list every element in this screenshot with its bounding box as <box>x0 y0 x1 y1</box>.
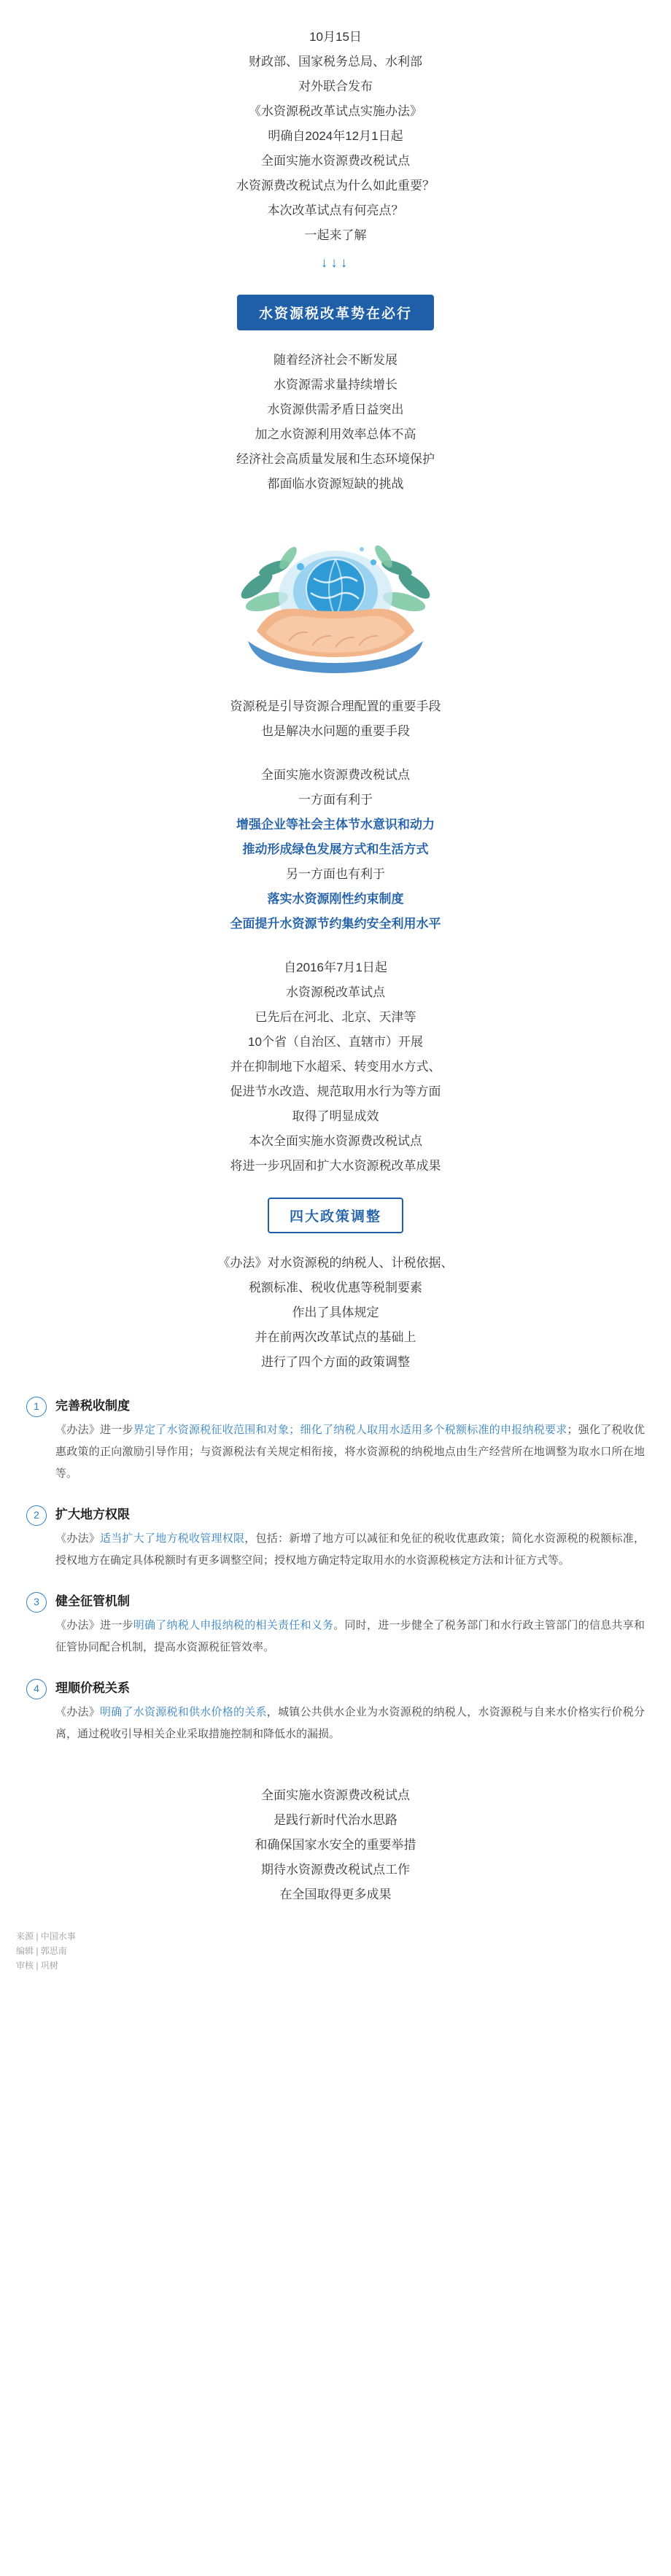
section-header-2 <box>0 1198 671 1233</box>
down-arrows-icon: ↓↓↓ <box>320 255 351 271</box>
section-title-2: 四大政策调整 <box>268 1198 403 1233</box>
closing-line: 全面实施水资源费改税试点 <box>261 1788 410 1802</box>
section1-line: 随着经济社会不断发展 <box>274 353 397 367</box>
benefit-line-emphasis: 全面提升水资源节约集约安全利用水平 <box>230 917 441 931</box>
section1-after-block <box>0 694 671 744</box>
section2-lead-block <box>0 1251 671 1375</box>
policy-title: 健全征管机制 <box>55 1594 130 1608</box>
lead-line: 并在前两次改革试点的基础上 <box>255 1330 416 1344</box>
policy-body <box>55 1677 645 1745</box>
history-line: 促进节水改造、规范取用水行为等方面 <box>230 1085 441 1098</box>
policy-item <box>26 1504 645 1572</box>
history-line: 已先后在河北、北京、天津等 <box>255 1010 416 1024</box>
benefit-line-emphasis: 增强企业等社会主体节水意识和动力 <box>236 818 435 831</box>
section1-after-line: 也是解决水问题的重要手段 <box>261 724 410 738</box>
policy-title: 完善税收制度 <box>55 1399 130 1413</box>
policy-body <box>55 1395 645 1485</box>
intro-line: 明确自2024年12月1日起 <box>268 129 403 143</box>
lead-line: 进行了四个方面的政策调整 <box>261 1355 410 1369</box>
policy-item <box>26 1395 645 1485</box>
policy-item <box>26 1677 645 1745</box>
closing-line: 和确保国家水安全的重要举措 <box>255 1838 416 1852</box>
closing-block <box>0 1783 671 1907</box>
policy-text <box>55 1419 645 1485</box>
policy-seg: 《办法》进一步 <box>55 1424 133 1436</box>
policy-body <box>55 1591 645 1659</box>
closing-line: 是践行新时代治水思路 <box>274 1813 397 1827</box>
history-line: 10个省（自治区、直辖市）开展 <box>248 1035 423 1049</box>
lead-line: 《办法》对水资源税的纳税人、计税依据、 <box>217 1256 454 1270</box>
policy-seg: 《办法》 <box>55 1532 100 1545</box>
policy-seg: ，城镇公共供水企业为水资源税的纳税人，水资源税与自来水价格实行价税分离，通过税收引导相关企业采取措施控制和降低水的漏损。 <box>55 1706 645 1740</box>
history-line: 并在抑制地下水超采、转变用水方式、 <box>230 1060 441 1074</box>
policy-list <box>0 1388 671 1745</box>
intro-line: 本次改革试点有何亮点？ <box>267 203 404 217</box>
section1-line: 经济社会高质量发展和生态环境保护 <box>236 452 435 466</box>
closing-line: 在全国取得更多成果 <box>279 1888 392 1901</box>
closing-line: 期待水资源费改税试点工作 <box>261 1863 410 1877</box>
intro-line: 10月15日 <box>309 30 362 44</box>
policy-text <box>55 1528 645 1572</box>
policy-text <box>55 1615 645 1659</box>
footer-reviewer: 审核 | 巩树 <box>16 1960 58 1971</box>
article-footer <box>0 1907 671 1980</box>
policy-seg: ，包括：新增了地方可以减征和免征的税收优惠政策；简化水资源税的税额标准，授权地方在确定具体税额时有更多调整空间；授权地方确定特定取用水的水资源税核定方法和计征方式等。 <box>55 1532 645 1567</box>
policy-seg-highlight: 明确了纳税人申报纳税的相关责任和义务 <box>133 1619 334 1632</box>
benefit-line-emphasis: 落实水资源刚性约束制度 <box>267 892 404 906</box>
section1-line: 水资源需求量持续增长 <box>274 378 397 392</box>
policy-title: 扩大地方权限 <box>55 1508 130 1521</box>
section1-line: 都面临水资源短缺的挑战 <box>267 477 404 491</box>
benefit-line: 全面实施水资源费改税试点 <box>261 768 410 782</box>
policy-seg: 。同时，进一步健全了税务部门和水行政主管部门的信息共享和征管协同配合机制，提高水资源税征管效率。 <box>55 1619 645 1653</box>
section1-line: 水资源供需矛盾日益突出 <box>267 403 404 416</box>
section-title-1: 水资源税改革势在必行 <box>237 295 434 330</box>
policy-seg: 《办法》进一步 <box>55 1619 133 1632</box>
section1-history-block <box>0 955 671 1179</box>
benefit-line-emphasis: 推动形成绿色发展方式和生活方式 <box>242 842 429 856</box>
history-line: 将进一步巩固和扩大水资源税改革成果 <box>230 1159 441 1173</box>
illustration-wrap <box>0 516 671 680</box>
section-header-1 <box>0 295 671 330</box>
benefit-line: 一方面有利于 <box>298 793 373 807</box>
policy-seg-highlight: 明确了水资源税和供水价格的关系 <box>100 1706 267 1718</box>
policy-body <box>55 1504 645 1572</box>
intro-line: 对外联合发布 <box>298 79 373 93</box>
policy-number-badge: 2 <box>26 1505 47 1526</box>
history-line: 本次全面实施水资源费改税试点 <box>249 1134 422 1148</box>
policy-title: 理顺价税关系 <box>55 1681 130 1695</box>
history-line: 自2016年7月1日起 <box>284 961 387 974</box>
footer-source: 来源 | 中国水事 <box>16 1931 76 1941</box>
intro-line: 《水资源税改革试点实施办法》 <box>249 104 422 118</box>
section1-block <box>0 348 671 497</box>
intro-line: 水资源费改税试点为什么如此重要？ <box>236 179 435 193</box>
section1-benefit-block <box>0 763 671 936</box>
history-line: 取得了明显成效 <box>292 1109 379 1123</box>
policy-number-badge: 1 <box>26 1397 47 1417</box>
policy-seg: ；强化了税收优惠政策的正向激励引导作用；与资源税法有关规定相衔接，将水资源税的纳税地点由生产经营所在地调整为取水口所在地等。 <box>55 1424 645 1480</box>
policy-seg: 《办法》 <box>55 1706 100 1718</box>
intro-line: 一起来了解 <box>304 228 367 242</box>
benefit-line: 另一方面也有利于 <box>286 867 385 881</box>
intro-block <box>0 0 671 248</box>
hands-holding-water-globe-icon <box>219 516 452 676</box>
policy-seg-highlight: 适当扩大了地方税收管理权限 <box>100 1532 245 1545</box>
policy-item <box>26 1591 645 1659</box>
section1-line: 加之水资源利用效率总体不高 <box>255 427 416 441</box>
section1-after-line: 资源税是引导资源合理配置的重要手段 <box>230 699 441 713</box>
lead-line: 税额标准、税收优惠等税制要素 <box>249 1281 422 1295</box>
policy-number-badge: 4 <box>26 1679 47 1699</box>
policy-number-badge: 3 <box>26 1592 47 1613</box>
lead-line: 作出了具体规定 <box>292 1306 379 1319</box>
policy-seg-highlight: 界定了水资源税征收范围和对象；细化了纳税人取用水适用多个税额标准的申报纳税要求 <box>133 1424 567 1436</box>
footer-editor: 编辑 | 郭思南 <box>16 1946 67 1956</box>
intro-line: 全面实施水资源费改税试点 <box>261 154 410 168</box>
intro-line: 财政部、国家税务总局、水利部 <box>249 55 422 69</box>
history-line: 水资源税改革试点 <box>286 985 385 999</box>
policy-text <box>55 1702 645 1745</box>
